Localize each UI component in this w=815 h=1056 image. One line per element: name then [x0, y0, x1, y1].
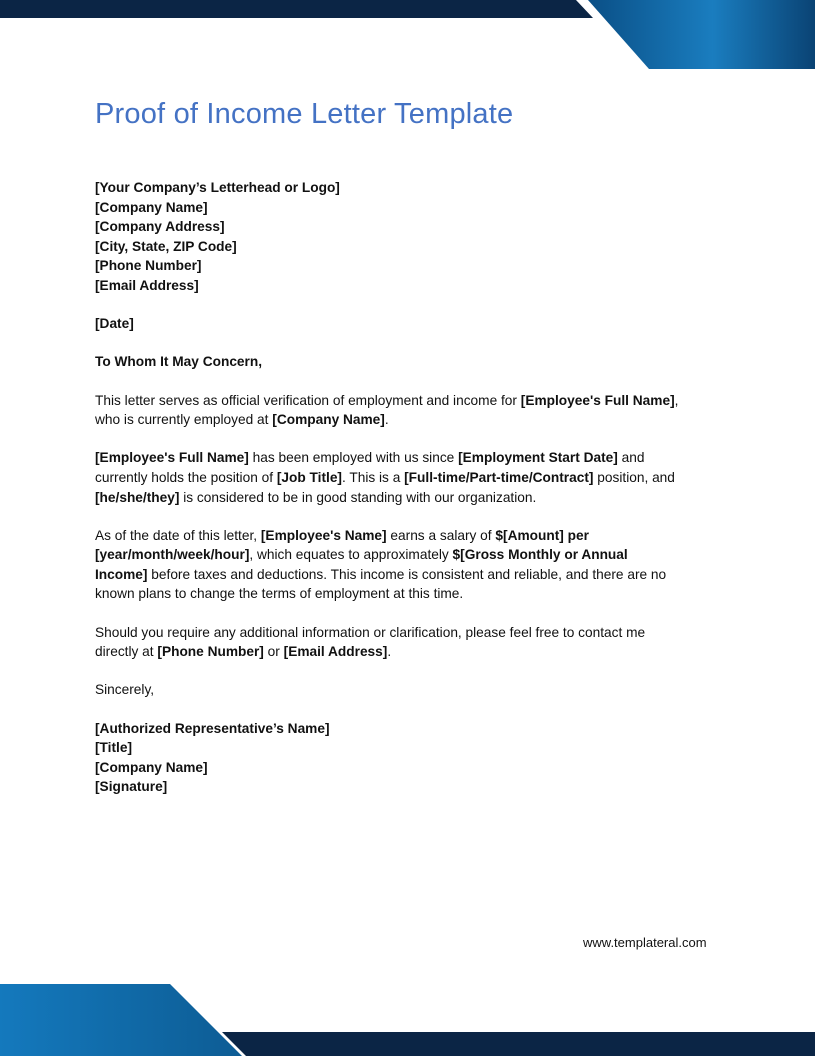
email-placeholder: [Email Address]	[283, 644, 388, 660]
pronoun-placeholder: [he/she/they]	[95, 489, 180, 505]
city-state-zip-placeholder: [City, State, ZIP Code]	[95, 238, 237, 254]
amount-placeholder: $[Amount] per	[495, 527, 589, 543]
paragraph-line	[95, 545, 735, 565]
date-block	[95, 314, 735, 334]
top-blue-band	[588, 0, 815, 69]
paragraph-line	[95, 642, 735, 662]
gross-income-placeholder: Income]	[95, 566, 148, 582]
paragraph-line	[95, 391, 735, 411]
gross-income-placeholder: $[Gross Monthly or Annual	[452, 547, 628, 563]
paragraph-line	[95, 526, 735, 546]
start-date-placeholder: [Employment Start Date]	[458, 450, 618, 466]
letterhead-placeholder: [Your Company’s Letterhead or Logo]	[95, 180, 340, 195]
title-placeholder: [Title]	[95, 740, 133, 756]
text: currently holds the position of	[95, 469, 277, 485]
paragraph-line: known plans to change the terms of employment at this time.	[95, 586, 464, 602]
date-placeholder: [Date]	[95, 316, 134, 332]
text: before taxes and deductions. This income is consistent and reliable, and there are no	[147, 566, 667, 582]
representative-name-placeholder: [Authorized Representative’s Name]	[95, 720, 330, 736]
job-title-placeholder: [Job Title]	[276, 469, 342, 485]
paragraph-salary	[95, 526, 735, 604]
text: As of the date of this letter,	[95, 527, 261, 543]
signature-block	[95, 719, 735, 797]
closing-block	[95, 680, 735, 700]
text: and	[617, 450, 645, 466]
company-name-placeholder: [Company Name]	[95, 759, 208, 775]
company-name-placeholder: [Company Name]	[95, 199, 208, 215]
period-placeholder: [year/month/week/hour]	[95, 547, 250, 563]
employee-full-name-placeholder: [Employee's Full Name]	[95, 450, 249, 466]
page-title: Proof of Income Letter Template	[95, 98, 514, 130]
text: . This is a	[342, 469, 405, 485]
company-address-placeholder: [Company Address]	[95, 219, 225, 235]
text: who is currently employed at	[95, 412, 273, 428]
paragraph-line	[95, 468, 735, 488]
bottom-blue-band	[0, 984, 242, 1056]
closing: Sincerely,	[95, 682, 155, 698]
paragraph-line	[95, 410, 735, 430]
employment-type-placeholder: [Full-time/Part-time/Contract]	[404, 469, 594, 485]
bottom-navy-band	[222, 1032, 815, 1056]
text: or	[263, 644, 284, 660]
text: earns a salary of	[386, 527, 496, 543]
text: .	[387, 644, 392, 660]
paragraph-line	[95, 488, 735, 508]
salutation: To Whom It May Concern,	[95, 354, 263, 370]
employee-name-placeholder: [Employee's Name]	[260, 527, 387, 543]
text: This letter serves as official verification of employment and income for	[95, 392, 521, 408]
top-navy-band	[0, 0, 593, 18]
text: has been employed with us since	[248, 450, 459, 466]
paragraph-line: Should you require any additional information or clarification, please feel free to contact me	[95, 624, 646, 640]
text: directly at	[95, 644, 158, 660]
paragraph-line	[95, 565, 735, 585]
paragraph-contact	[95, 623, 735, 662]
phone-placeholder: [Phone Number]	[157, 644, 264, 660]
signature-placeholder: [Signature]	[95, 779, 168, 795]
phone-placeholder: [Phone Number]	[95, 258, 202, 274]
salutation-block	[95, 352, 735, 372]
paragraph-employment	[95, 448, 735, 507]
email-placeholder: [Email Address]	[95, 277, 199, 293]
paragraph-line	[95, 448, 735, 468]
employee-full-name-placeholder: [Employee's Full Name]	[520, 392, 675, 408]
text: , which equates to approximately	[249, 547, 453, 563]
text: is considered to be in good standing with our organization.	[179, 489, 537, 505]
text: position, and	[593, 469, 675, 485]
paragraph-verification	[95, 391, 735, 430]
text: .	[384, 412, 389, 428]
footer-website: www.templateral.com	[583, 935, 707, 950]
company-name-placeholder: [Company Name]	[272, 412, 385, 428]
text: ,	[674, 392, 679, 408]
letter-body	[95, 178, 735, 816]
sender-block	[95, 178, 735, 296]
